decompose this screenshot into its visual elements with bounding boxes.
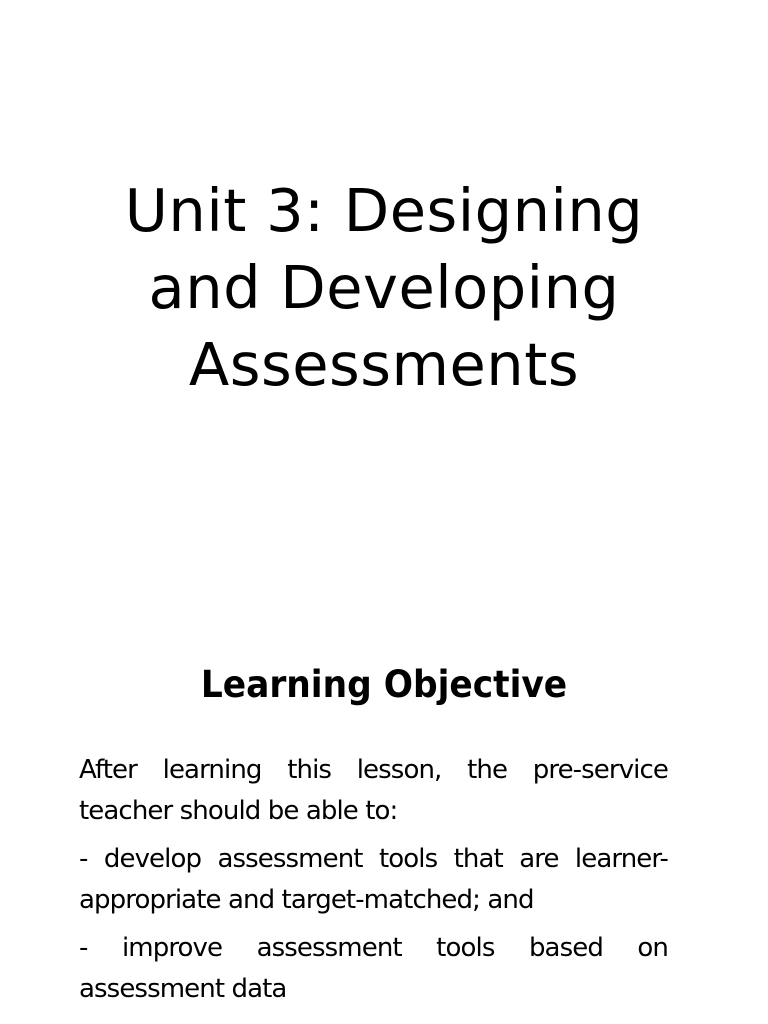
objective-intro: After learning this lesson, the pre-service teacher should be able to: [79,755,668,826]
objective-point-2: - improve assessment tools based on assessment data [79,933,668,1004]
learning-objective-body [79,750,668,1017]
title-line-3: Assessments [188,330,580,399]
learning-objective-heading: Learning Objective [200,663,568,706]
slide-title [0,172,768,403]
title-line-2: and Developing [148,253,620,322]
title-line-1: Unit 3: Designing [124,176,644,245]
objective-point-1: - develop assessment tools that are learner-appropriate and target-matched; and [79,844,668,915]
